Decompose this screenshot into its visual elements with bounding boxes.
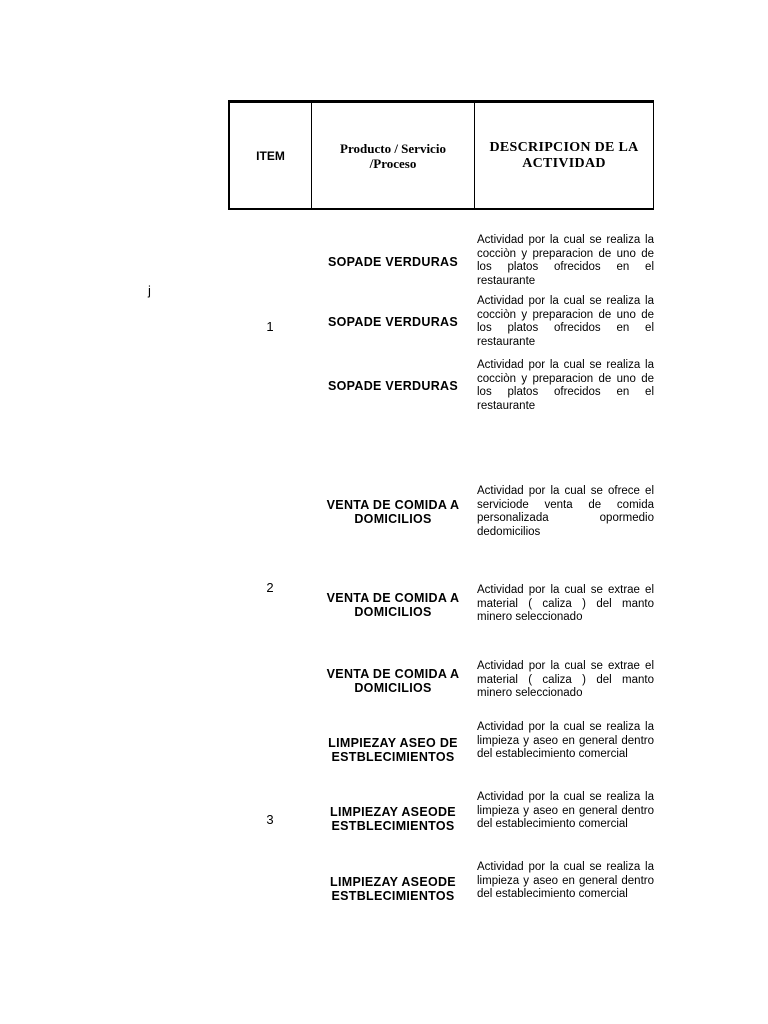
header-product: Producto / Servicio /Proceso xyxy=(312,103,475,208)
row-description: Actividad por la cual se extrae el material ( caliza ) del manto minero seleccionado xyxy=(477,584,654,624)
row-description: Actividad por la cual se realiza la limpieza y aseo en general dentro del establecimiento comercial xyxy=(477,721,654,761)
row-description: Actividad por la cual se realiza la cocciòn y preparacion de uno de los platos ofrecidos en el restaurante xyxy=(477,359,654,412)
item-number-3: 3 xyxy=(266,812,274,827)
row-product: SOPADE VERDURAS xyxy=(328,255,458,269)
row-description: Actividad por la cual se extrae el material ( caliza ) del manto minero seleccionado xyxy=(477,660,654,700)
row-product: VENTA DE COMIDA A DOMICILIOS xyxy=(326,591,460,619)
row-product: LIMPIEZAY ASEO DE ESTBLECIMIENTOS xyxy=(328,736,458,764)
row-product: SOPADE VERDURAS xyxy=(328,315,458,329)
row-description: Actividad por la cual se realiza la limpieza y aseo en general dentro del establecimiento comercial xyxy=(477,791,654,831)
item-number-1: 1 xyxy=(266,319,274,334)
item-number-2: 2 xyxy=(266,580,274,595)
row-description: Actividad por la cual se realiza la limpieza y aseo en general dentro del establecimiento comercial xyxy=(477,861,654,901)
table-header xyxy=(228,100,654,210)
stray-mark: j xyxy=(148,283,151,298)
row-product: VENTA DE COMIDA A DOMICILIOS xyxy=(326,667,460,695)
row-product: LIMPIEZAY ASEODE ESTBLECIMIENTOS xyxy=(330,805,456,833)
header-description: DESCRIPCION DE LA ACTIVIDAD xyxy=(489,139,639,171)
row-product: LIMPIEZAY ASEODE ESTBLECIMIENTOS xyxy=(330,875,456,903)
row-product: SOPADE VERDURAS xyxy=(328,379,458,393)
header-item: ITEM xyxy=(230,103,312,208)
row-product: VENTA DE COMIDA A DOMICILIOS xyxy=(326,498,460,526)
row-description: Actividad por la cual se realiza la cocciòn y preparacion de uno de los platos ofrecidos en el restaurante xyxy=(477,295,654,348)
row-description: Actividad por la cual se realiza la cocciòn y preparacion de uno de los platos ofrecidos en el restaurante xyxy=(477,234,654,287)
row-description: Actividad por la cual se ofrece el serviciode venta de comida personalizada opormedio dedomicilios xyxy=(477,485,654,538)
